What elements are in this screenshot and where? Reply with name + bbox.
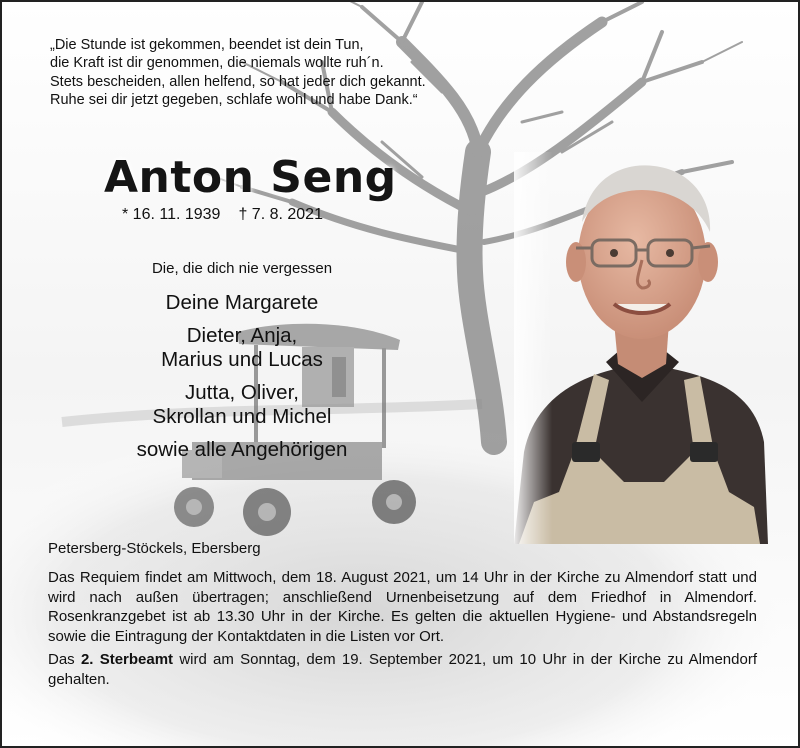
mourner-line: Dieter, Anja, <box>186 323 298 347</box>
quote-line: Ruhe sei dir jetzt gegeben, schlafe wohl und habe Dank.“ <box>50 92 418 109</box>
sterbeamt-paragraph <box>48 650 757 689</box>
requiem-paragraph: Das Requiem findet am Mittwoch, dem 18. August 2021, um 14 Uhr in der Kirche zu Almendorf statt und wird nach außen übertragen; anschließend Urnenbeisetzung auf dem Friedhof in Almendorf. Rosenkranzgebet ist ab 13.30 Uhr in der Kirche. Es gelten die aktuellen Hygiene- und Abstandsregeln sowie die Eintragung der Kontaktdaten in die Listen vor Ort. <box>48 569 757 645</box>
mourner-line: Jutta, Oliver, <box>185 380 299 404</box>
place-line: Petersberg-Stöckels, Ebersberg <box>48 540 261 557</box>
death-date: † 7. 8. 2021 <box>238 206 323 223</box>
mourners-intro: Die, die dich nie vergessen <box>151 260 333 277</box>
memorial-quote <box>50 36 570 110</box>
sterbeamt-rest: wird am Sonntag, dem 19. September 2021, um 10 Uhr in der Kirche zu Almendorf gehalten. <box>48 651 758 688</box>
deceased-name: Anton Seng <box>104 152 397 203</box>
quote-line: „Die Stunde ist gekommen, beendet ist dein Tun, <box>50 37 364 53</box>
quote-line: Stets bescheiden, allen helfend, so hat jeder dich gekannt. <box>50 73 426 90</box>
mourner-line: sowie alle Angehörigen <box>136 437 348 461</box>
quote-line: die Kraft ist dir genommen, die niemals wollte ruh´n. <box>50 55 384 72</box>
sterbeamt-prefix: Das <box>48 651 75 669</box>
life-dates <box>122 206 323 224</box>
mourners-block <box>82 260 402 462</box>
mourner-line: Marius und Lucas <box>161 348 323 371</box>
service-details <box>48 568 757 694</box>
portrait-photo <box>514 152 768 544</box>
mourner-line: Deine Margarete <box>165 291 319 314</box>
mourner-line: Skrollan und Michel <box>152 405 332 428</box>
birth-date: * 16. 11. 1939 <box>122 206 221 223</box>
sterbeamt-bold: 2. Sterbeamt <box>80 651 174 669</box>
mourners-list <box>82 291 402 462</box>
